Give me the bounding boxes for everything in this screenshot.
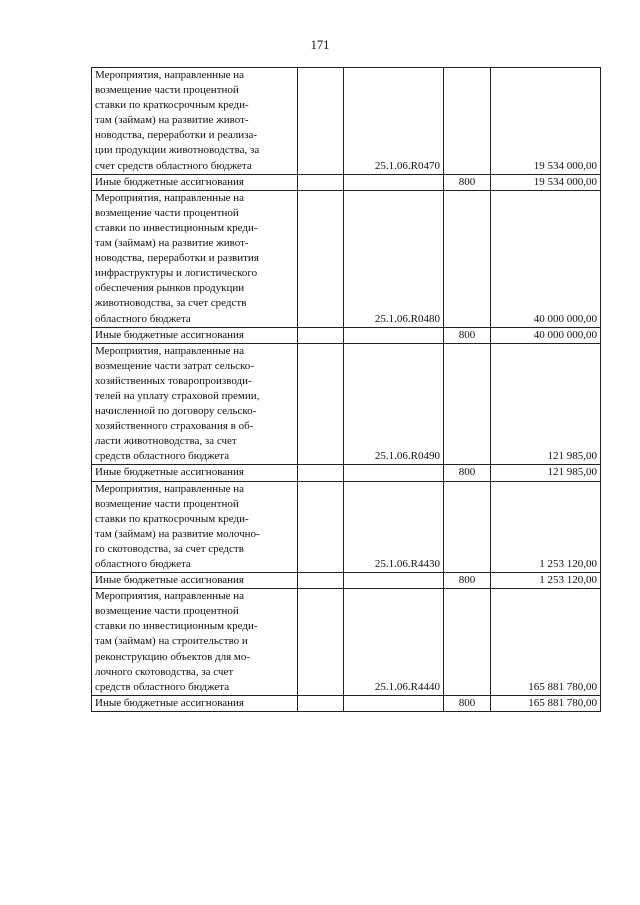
expenditure-name-cell: Мероприятия, направленные на возмещение части процентной ставки по инвестиционным креди- там (займам) на строительство и реконструкцию объектов для мо- лочного скотоводства, за счет средств областного бюджета: [92, 589, 298, 696]
expenditure-name-cell: Иные бюджетные ассигнования: [92, 573, 298, 589]
blank-cell: [298, 190, 344, 327]
expenditure-name-cell: Мероприятия, направленные на возмещение части процентной ставки по краткосрочным креди- там (займам) на развитие молочно- го скотоводства, за счет средств областного бюджета: [92, 481, 298, 573]
expense-type-cell: [444, 481, 491, 573]
expense-type-cell: 800: [444, 573, 491, 589]
target-article-code-cell: [344, 327, 444, 343]
table-row: [92, 589, 601, 696]
blank-cell: [298, 465, 344, 481]
table-row: [92, 343, 601, 465]
blank-cell: [298, 343, 344, 465]
blank-cell: [298, 589, 344, 696]
blank-cell: [298, 481, 344, 573]
expense-type-cell: [444, 190, 491, 327]
expenditure-name-cell: Иные бюджетные ассигнования: [92, 327, 298, 343]
table-row: [92, 327, 601, 343]
expenditure-name-cell: Иные бюджетные ассигнования: [92, 695, 298, 711]
expense-type-cell: [444, 68, 491, 175]
table-row: [92, 695, 601, 711]
expenditure-name-cell: Иные бюджетные ассигнования: [92, 465, 298, 481]
amount-cell: 19 534 000,00: [491, 174, 601, 190]
page-number: 171: [310, 38, 330, 52]
target-article-code-cell: [344, 695, 444, 711]
amount-cell: 165 881 780,00: [491, 695, 601, 711]
budget-table: [91, 67, 601, 712]
target-article-code-cell: 25.1.06.R0480: [344, 190, 444, 327]
target-article-code-cell: [344, 174, 444, 190]
blank-cell: [298, 695, 344, 711]
blank-cell: [298, 573, 344, 589]
target-article-code-cell: 25.1.06.R0470: [344, 68, 444, 175]
blank-cell: [298, 68, 344, 175]
expenditure-name-cell: Иные бюджетные ассигнования: [92, 174, 298, 190]
target-article-code-cell: 25.1.06.R4440: [344, 589, 444, 696]
table-row: [92, 68, 601, 175]
target-article-code-cell: [344, 465, 444, 481]
amount-cell: 40 000 000,00: [491, 190, 601, 327]
table-row: [92, 174, 601, 190]
amount-cell: 121 985,00: [491, 465, 601, 481]
expense-type-cell: 800: [444, 465, 491, 481]
amount-cell: 1 253 120,00: [491, 481, 601, 573]
expenditure-name-cell: Мероприятия, направленные на возмещение части затрат сельско- хозяйственных товаропроизводи- телей на уплату страховой премии, начисленной по договору сельско- хозяйственного страхования в об- ласти животноводства, за счет средств областного бюджета: [92, 343, 298, 465]
target-article-code-cell: 25.1.06.R0490: [344, 343, 444, 465]
amount-cell: 121 985,00: [491, 343, 601, 465]
expense-type-cell: 800: [444, 695, 491, 711]
blank-cell: [298, 327, 344, 343]
table-row: [92, 190, 601, 327]
expense-type-cell: [444, 589, 491, 696]
blank-cell: [298, 174, 344, 190]
amount-cell: 19 534 000,00: [491, 68, 601, 175]
expense-type-cell: 800: [444, 174, 491, 190]
table-row: [92, 481, 601, 573]
amount-cell: 40 000 000,00: [491, 327, 601, 343]
amount-cell: 1 253 120,00: [491, 573, 601, 589]
expense-type-cell: [444, 343, 491, 465]
budget-table-body: [92, 68, 601, 712]
expense-type-cell: 800: [444, 327, 491, 343]
expenditure-name-cell: Мероприятия, направленные на возмещение части процентной ставки по краткосрочным креди- там (займам) на развитие живот- новодства, переработки и реализа- ции продукции животноводства, за счет средств областного бюджета: [92, 68, 298, 175]
target-article-code-cell: [344, 573, 444, 589]
amount-cell: 165 881 780,00: [491, 589, 601, 696]
expenditure-name-cell: Мероприятия, направленные на возмещение части процентной ставки по инвестиционным креди- там (займам) на развитие живот- новодства, переработки и развития инфраструктуры и логистического обеспечения рынков продукции животноводства, за счет средств областного бюджета: [92, 190, 298, 327]
target-article-code-cell: 25.1.06.R4430: [344, 481, 444, 573]
table-row: [92, 465, 601, 481]
table-row: [92, 573, 601, 589]
